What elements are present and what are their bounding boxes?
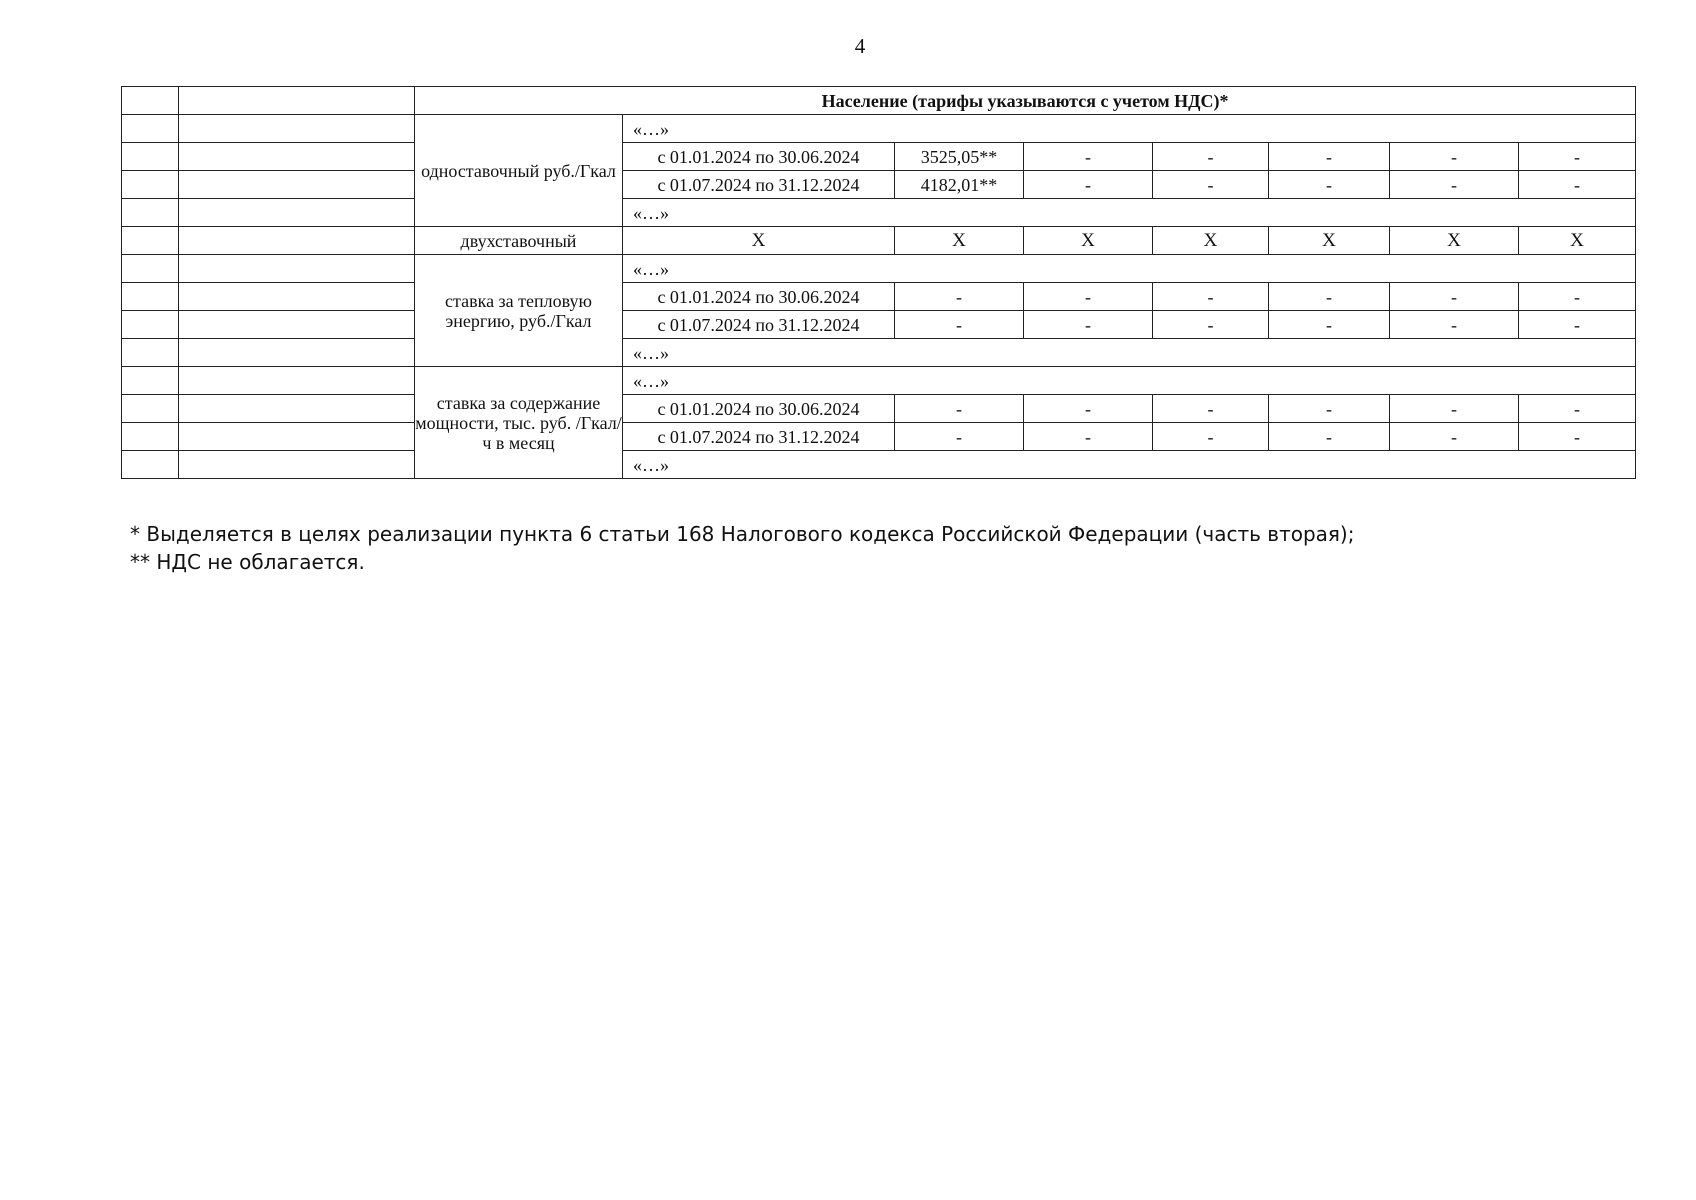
period-cell: с 01.07.2024 по 31.12.2024 [623, 311, 895, 339]
table-row [122, 255, 1636, 283]
x-cell: X [895, 227, 1024, 255]
value-cell: - [1153, 395, 1269, 423]
period-cell: с 01.01.2024 по 30.06.2024 [623, 283, 895, 311]
population-header-row [122, 87, 1636, 115]
value-cell: - [1519, 311, 1636, 339]
table-row [122, 423, 1636, 451]
table-row [122, 171, 1636, 199]
ellipsis-cell: «…» [623, 367, 1636, 395]
x-cell: X [1153, 227, 1269, 255]
value-cell: - [1269, 423, 1390, 451]
value-cell: - [1024, 311, 1153, 339]
value-cell: - [1024, 143, 1153, 171]
x-cell: X [1519, 227, 1636, 255]
footnote-vat-exempt: ** НДС не облагается. [130, 550, 365, 574]
two-rate-label: двухставочный [415, 227, 623, 255]
period-cell: с 01.07.2024 по 31.12.2024 [623, 423, 895, 451]
value-cell: - [1390, 423, 1519, 451]
table-row [122, 115, 1636, 143]
value-cell: - [1024, 171, 1153, 199]
period-cell: с 01.01.2024 по 30.06.2024 [623, 395, 895, 423]
value-cell: - [1269, 143, 1390, 171]
table-row [122, 283, 1636, 311]
capacity-rate-label: ставка за содержание мощности, тыс. руб. /Гкал/ч в месяц [415, 367, 623, 479]
value-cell: - [1269, 283, 1390, 311]
ellipsis-cell: «…» [623, 451, 1636, 479]
x-cell: X [623, 227, 895, 255]
value-cell: - [1390, 311, 1519, 339]
value-cell: - [1519, 171, 1636, 199]
value-cell: - [1390, 395, 1519, 423]
table-row [122, 451, 1636, 479]
page-number: 4 [854, 34, 866, 58]
ellipsis-cell: «…» [623, 255, 1636, 283]
table-row [122, 199, 1636, 227]
tariff-table [121, 86, 1636, 479]
value-cell: - [1153, 311, 1269, 339]
footnotes [130, 520, 1354, 576]
table-row [122, 227, 1636, 255]
value-cell: - [1519, 143, 1636, 171]
value-cell: - [1519, 395, 1636, 423]
value-cell: - [1153, 143, 1269, 171]
value-cell: - [895, 395, 1024, 423]
value-cell: - [1269, 395, 1390, 423]
table-row [122, 143, 1636, 171]
value-cell: - [1153, 283, 1269, 311]
period-cell: с 01.01.2024 по 30.06.2024 [623, 143, 895, 171]
value-cell: - [1390, 143, 1519, 171]
table-row [122, 395, 1636, 423]
value-cell: - [1269, 311, 1390, 339]
value-cell: - [1153, 171, 1269, 199]
single-rate-label: одноставочный руб./Гкал [415, 115, 623, 227]
value-cell: - [895, 311, 1024, 339]
table-row [122, 339, 1636, 367]
x-cell: X [1390, 227, 1519, 255]
value-cell: - [895, 423, 1024, 451]
value-cell: - [1024, 283, 1153, 311]
value-cell: - [1390, 171, 1519, 199]
value-cell: - [1519, 283, 1636, 311]
x-cell: X [1024, 227, 1153, 255]
value-cell: - [1519, 423, 1636, 451]
value-cell: 3525,05** [895, 143, 1024, 171]
ellipsis-cell: «…» [623, 339, 1636, 367]
value-cell: - [895, 283, 1024, 311]
table-row [122, 311, 1636, 339]
heat-energy-rate-label: ставка за тепловую энергию, руб./Гкал [415, 255, 623, 367]
value-cell: - [1153, 423, 1269, 451]
value-cell: - [1390, 283, 1519, 311]
ellipsis-cell: «…» [623, 199, 1636, 227]
period-cell: с 01.07.2024 по 31.12.2024 [623, 171, 895, 199]
value-cell: - [1024, 395, 1153, 423]
footnote-vat-allocated: * Выделяется в целях реализации пункта 6 статьи 168 Налогового кодекса Российской Федерации (часть вторая); [130, 522, 1355, 546]
table-row [122, 367, 1636, 395]
population-header: Население (тарифы указываются с учетом НДС)* [415, 87, 1636, 115]
value-cell: 4182,01** [895, 171, 1024, 199]
value-cell: - [1024, 423, 1153, 451]
x-cell: X [1269, 227, 1390, 255]
ellipsis-cell: «…» [623, 115, 1636, 143]
value-cell: - [1269, 171, 1390, 199]
